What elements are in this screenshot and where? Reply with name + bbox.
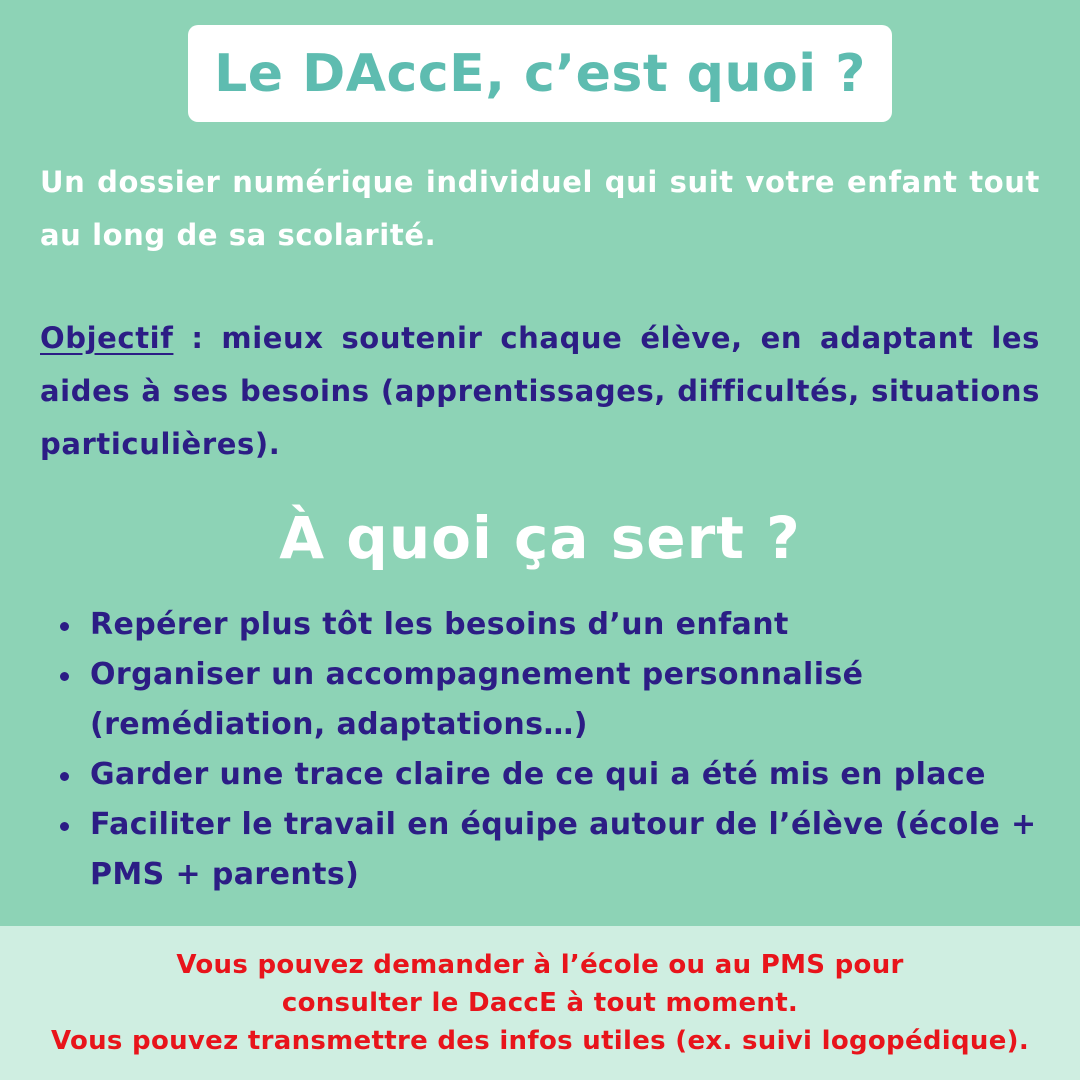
footer-line: Vous pouvez transmettre des infos utiles (ex. suivi logopédique). bbox=[50, 1026, 1030, 1056]
footer-line: Vous pouvez demander à l’école ou au PMS pour bbox=[176, 950, 904, 980]
footer-notice bbox=[0, 926, 1080, 1080]
footer-line: consulter le DaccE à tout moment. bbox=[281, 988, 799, 1018]
benefits-list bbox=[56, 600, 1056, 900]
list-item: Garder une trace claire de ce qui a été mis en place bbox=[56, 750, 1056, 800]
objective-label: Objectif bbox=[40, 321, 174, 355]
usage-title: À quoi ça sert ? bbox=[279, 504, 801, 572]
list-item: Repérer plus tôt les besoins d’un enfant bbox=[56, 600, 1056, 650]
objective-text: : mieux soutenir chaque élève, en adaptant les aides à ses besoins (apprentissages, difficultés, situations particulières). bbox=[40, 321, 1040, 461]
page-title: Le DAccE, c’est quoi ? bbox=[214, 43, 866, 104]
title-box bbox=[188, 25, 892, 122]
intro-text: Un dossier numérique individuel qui suit votre enfant tout au long de sa scolarité. bbox=[40, 165, 1040, 252]
list-item: Faciliter le travail en équipe autour de l’élève (école + PMS + parents) bbox=[56, 800, 1056, 900]
objective-paragraph bbox=[40, 312, 1040, 471]
list-item: Organiser un accompagnement personnalisé (remédiation, adaptations…) bbox=[56, 650, 1056, 750]
